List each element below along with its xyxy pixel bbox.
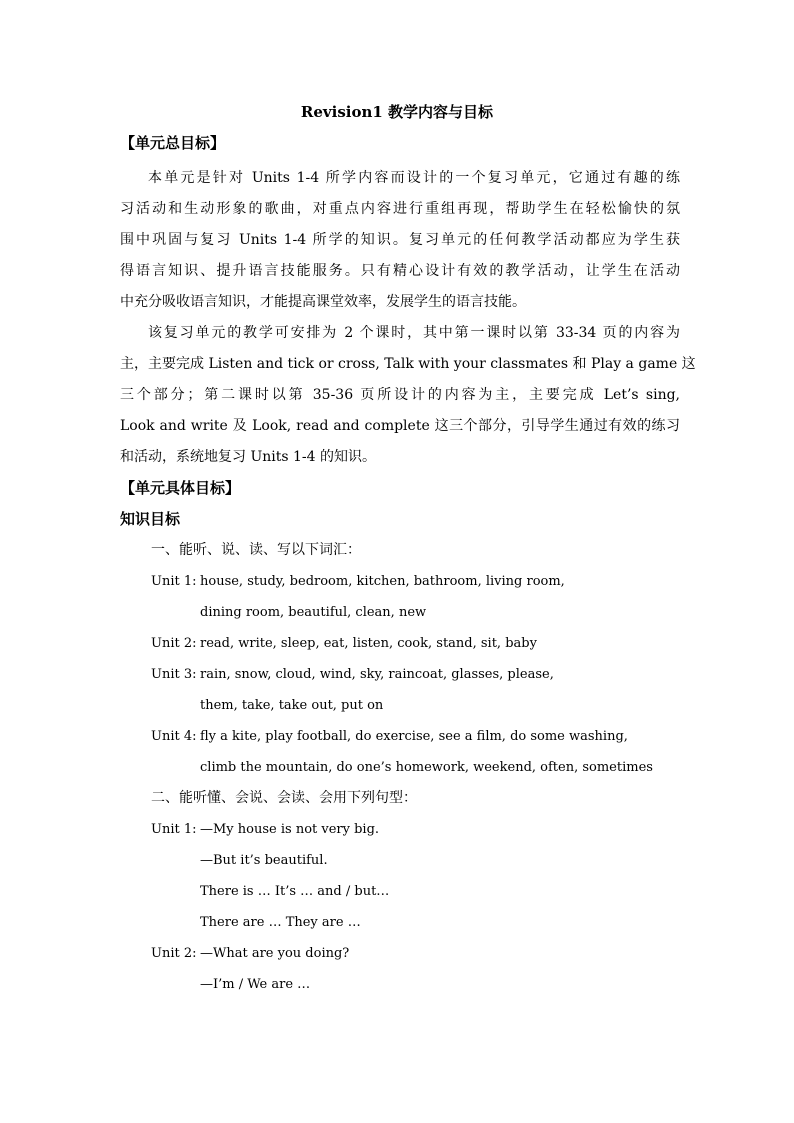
sentence-line: —What are you doing? xyxy=(200,946,350,961)
vocab-unit-1 xyxy=(120,566,680,597)
vocab-line: read, write, sleep, eat, listen, cook, stand, sit, baby xyxy=(200,636,537,651)
paragraph-line: 围中巩固与复习 Units 1-4 所学的知识。复习单元的任何教学活动都应为学生获 xyxy=(120,232,680,248)
paragraph-line: 主，主要完成 Listen and tick or cross, Talk with your classmates 和 Play a game 这 xyxy=(120,356,696,372)
sentence-line: —But it’s beautiful. xyxy=(200,853,328,868)
vocab-line: fly a kite, play football, do exercise, see a film, do some washing, xyxy=(200,729,628,744)
unit-label: Unit 2: xyxy=(151,946,197,961)
vocab-unit-2 xyxy=(120,628,680,659)
unit-label: Unit 1: xyxy=(151,574,197,589)
unit-label: Unit 3: xyxy=(151,667,197,682)
knowledge-goal-heading: 知识目标 xyxy=(120,510,181,528)
sentence-intro: 二、能听懂、会说、会读、会用下列句型： xyxy=(151,790,417,806)
paragraph-line: 三个部分；第二课时以第 35-36 页所设计的内容为主，主要完成 Let’s sing, xyxy=(120,387,680,403)
paragraph-line: 中充分吸收语言知识，才能提高课堂效率，发展学生的语言技能。 xyxy=(120,294,526,310)
page-title: Revision1 教学内容与目标 xyxy=(300,103,494,121)
specific-goal-heading: 【单元具体目标】 xyxy=(120,479,241,497)
vocab-line: house, study, bedroom, kitchen, bathroom, living room, xyxy=(200,574,565,589)
vocab-line: climb the mountain, do one’s homework, weekend, often, sometimes xyxy=(200,760,653,775)
paragraph-line: 本单元是针对 Units 1-4 所学内容而设计的一个复习单元，它通过有趣的练 xyxy=(148,170,680,186)
overall-goal-paragraph-1 xyxy=(120,163,680,318)
vocab-line: dining room, beautiful, clean, new xyxy=(200,605,427,620)
paragraph-line: 该复习单元的教学可安排为 2 个课时，其中第一课时以第 33-34 页的内容为 xyxy=(148,325,680,341)
vocab-line: them, take, take out, put on xyxy=(200,698,384,713)
sentence-line: —I’m / We are … xyxy=(200,977,311,992)
unit-label: Unit 4: xyxy=(151,729,197,744)
sentence-line: There is … It’s … and / but… xyxy=(200,884,390,899)
sentence-unit-1 xyxy=(120,814,680,845)
paragraph-line: 和活动，系统地复习 Units 1-4 的知识。 xyxy=(120,449,376,465)
unit-label: Unit 2: xyxy=(151,636,197,651)
vocab-unit-3 xyxy=(120,659,680,690)
paragraph-line: Look and write 及 Look, read and complete 这三个部分，引导学生通过有效的练习 xyxy=(120,418,680,434)
vocab-unit-4 xyxy=(120,721,680,752)
vocab-line: rain, snow, cloud, wind, sky, raincoat, glasses, please, xyxy=(200,667,554,682)
document-body xyxy=(120,132,696,1000)
overall-goal-paragraph-2 xyxy=(120,318,696,473)
paragraph-line: 习活动和生动形象的歌曲，对重点内容进行重组再现，帮助学生在轻松愉快的氛 xyxy=(120,201,680,217)
unit-label: Unit 1: xyxy=(151,822,197,837)
sentence-line: There are … They are … xyxy=(200,915,361,930)
sentence-unit-2 xyxy=(120,938,680,969)
vocabulary-intro: 一、能听、说、读、写以下词汇： xyxy=(151,542,361,558)
sentence-line: —My house is not very big. xyxy=(200,822,380,837)
paragraph-line: 得语言知识、提升语言技能服务。只有精心设计有效的教学活动，让学生在活动 xyxy=(120,263,680,279)
overall-goal-heading: 【单元总目标】 xyxy=(120,134,226,152)
